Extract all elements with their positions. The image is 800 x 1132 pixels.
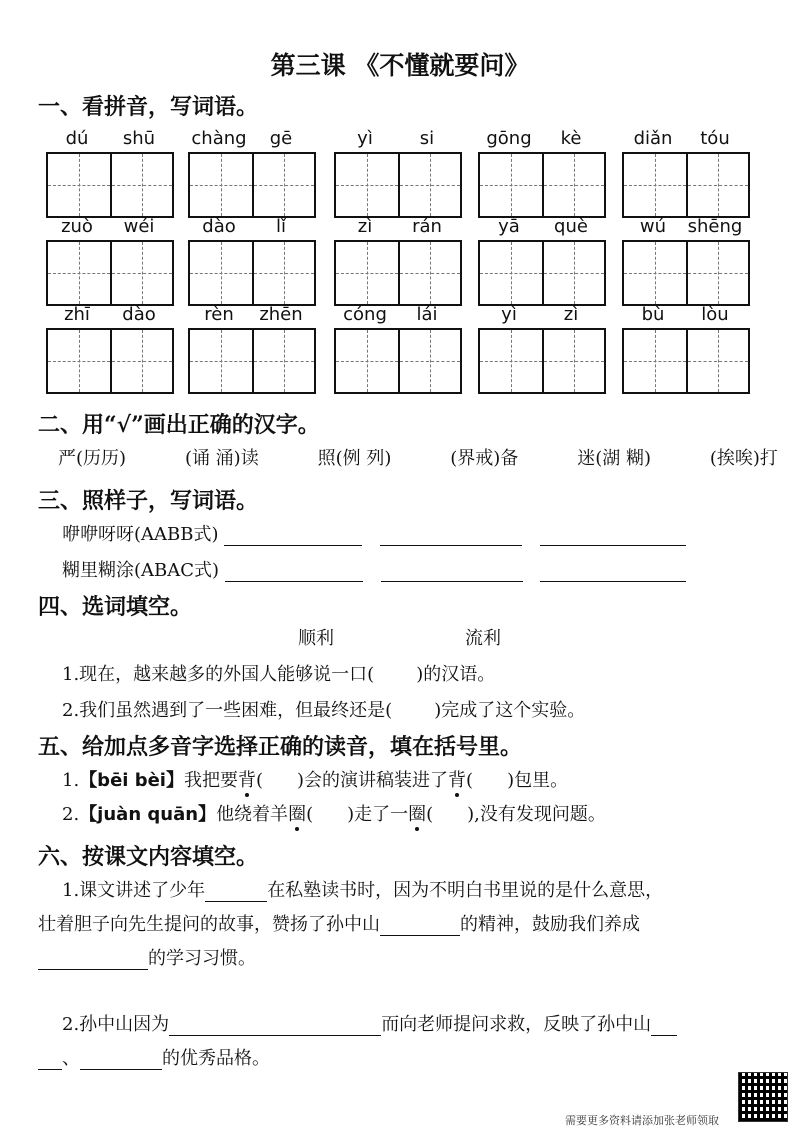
answer-blank[interactable]	[80, 1049, 162, 1070]
pinyin-label: shēng	[687, 216, 743, 237]
tianzige-cell[interactable]	[624, 154, 686, 216]
dotted-char: 圈	[408, 804, 427, 825]
writing-box[interactable]	[478, 328, 606, 394]
tianzige-cell[interactable]	[398, 154, 460, 216]
polyphone-question-1: 1.【bēi bèi】我把要背( )会的演讲稿装进了背( )包里。	[62, 770, 569, 791]
writing-box[interactable]	[46, 328, 174, 394]
answer-blank[interactable]	[169, 1015, 381, 1036]
pinyin-label: lái	[416, 304, 438, 325]
pinyin-label: dú	[65, 128, 89, 149]
writing-box[interactable]	[478, 152, 606, 218]
tianzige-cell[interactable]	[190, 242, 252, 304]
pinyin-label: lòu	[701, 304, 729, 325]
qr-code-icon	[738, 1072, 788, 1122]
pinyin-label: gē	[269, 128, 293, 149]
tianzige-cell[interactable]	[110, 154, 172, 216]
answer-blank[interactable]	[540, 561, 686, 582]
tianzige-cell[interactable]	[252, 242, 314, 304]
tianzige-cell[interactable]	[542, 154, 604, 216]
pinyin-label: si	[419, 128, 435, 149]
choice-item[interactable]: (诵 涌)读	[184, 448, 259, 469]
tianzige-cell[interactable]	[48, 242, 110, 304]
choice-item[interactable]: (挨唉)打	[709, 448, 778, 469]
answer-blank[interactable]	[225, 561, 363, 582]
section-2-heading: 二、用“√”画出正确的汉字。	[38, 412, 320, 438]
tianzige-cell[interactable]	[336, 330, 398, 392]
choice-item[interactable]: (界戒)备	[450, 448, 519, 469]
writing-box[interactable]	[334, 152, 462, 218]
pinyin-label: dào	[202, 216, 236, 237]
pinyin-label: zhēn	[259, 304, 303, 325]
pinyin-label: rán	[412, 216, 442, 237]
writing-box[interactable]	[622, 240, 750, 306]
section-6-heading: 六、按课文内容填空。	[38, 844, 259, 870]
section-4-heading: 四、选词填空。	[38, 594, 193, 620]
writing-box[interactable]	[622, 328, 750, 394]
pinyin-label: dào	[122, 304, 156, 325]
pinyin-label: zì	[357, 216, 373, 237]
text-line: 、 的优秀品格。	[38, 1044, 270, 1070]
pinyin-label: kè	[560, 128, 582, 149]
example-row-1	[62, 520, 686, 546]
tianzige-cell[interactable]	[48, 330, 110, 392]
tianzige-cell[interactable]	[190, 154, 252, 216]
example-label: 糊里糊涂(ABAC式)	[62, 560, 220, 581]
writing-box[interactable]	[622, 152, 750, 218]
fill-question-1: 1.现在，越来越多的外国人能够说一口( )的汉语。	[62, 664, 496, 685]
tianzige-cell[interactable]	[336, 154, 398, 216]
pinyin-label: gōng	[486, 128, 532, 149]
page-title: 第三课 《不懂就要问》	[270, 51, 530, 80]
footer-note: 需要更多资料请添加张老师领取	[565, 1114, 719, 1127]
answer-blank[interactable]	[380, 915, 460, 936]
text-line: 壮着胆子向先生提问的故事，赞扬了孙中山 的精神，鼓励我们养成	[38, 914, 640, 935]
pinyin-label: lǐ	[275, 216, 286, 237]
word-option-1: 顺利	[298, 628, 334, 649]
choice-item[interactable]: 照(例 列)	[317, 448, 392, 469]
dotted-char: 圈	[288, 804, 307, 825]
section-1-heading: 一、看拼音，写词语。	[38, 94, 259, 120]
tianzige-cell[interactable]	[252, 154, 314, 216]
pinyin-label: zuò	[61, 216, 93, 237]
section-5-heading: 五、给加点多音字选择正确的读音，填在括号里。	[38, 734, 523, 760]
writing-box[interactable]	[46, 240, 174, 306]
tianzige-cell[interactable]	[686, 242, 748, 304]
dotted-char: 背	[448, 770, 467, 791]
word-option-2: 流利	[465, 628, 501, 649]
pinyin-label: què	[554, 216, 588, 237]
text-line: 1.课文讲述了少年 在私塾读书时，因为不明白书里说的是什么意思，	[62, 880, 664, 901]
writing-box[interactable]	[188, 328, 316, 394]
tianzige-cell[interactable]	[480, 330, 542, 392]
example-row-2	[62, 556, 686, 582]
tianzige-cell[interactable]	[398, 242, 460, 304]
tianzige-cell[interactable]	[542, 242, 604, 304]
answer-blank[interactable]	[540, 525, 686, 546]
example-label: 咿咿呀呀(AABB式)	[62, 524, 219, 545]
tianzige-cell[interactable]	[110, 242, 172, 304]
pinyin-options: 【juàn quān】	[79, 804, 217, 825]
pinyin-label: zì	[563, 304, 579, 325]
pinyin-label: cóng	[343, 304, 387, 325]
pinyin-label: yā	[498, 216, 520, 237]
tianzige-cell[interactable]	[542, 330, 604, 392]
pinyin-label: yì	[357, 128, 373, 149]
answer-blank[interactable]	[38, 1049, 62, 1070]
choice-item[interactable]: 迷(湖 糊)	[577, 448, 651, 469]
tianzige-cell[interactable]	[252, 330, 314, 392]
tianzige-cell[interactable]	[624, 330, 686, 392]
answer-blank[interactable]	[651, 1015, 677, 1036]
pinyin-label: wéi	[123, 216, 155, 237]
tianzige-cell[interactable]	[480, 242, 542, 304]
pinyin-label: diǎn	[633, 128, 673, 149]
fill-question-2: 2.我们虽然遇到了一些困难，但最终还是( )完成了这个实验。	[62, 700, 586, 721]
dotted-char: 背	[237, 770, 256, 791]
answer-blank[interactable]	[224, 525, 362, 546]
text-line: 2.孙中山因为 而向老师提问求救，反映了孙中山	[62, 1010, 677, 1036]
tianzige-cell[interactable]	[686, 330, 748, 392]
polyphone-question-2: 2.【juàn quān】他绕着羊圈( )走了一圈( ),没有发现问题。	[62, 804, 606, 825]
answer-blank[interactable]	[205, 881, 267, 902]
pinyin-label: bù	[641, 304, 665, 325]
writing-box[interactable]	[334, 328, 462, 394]
pinyin-label: chàng	[191, 128, 247, 149]
tianzige-cell[interactable]	[398, 330, 460, 392]
text-line: 的学习习惯。	[38, 944, 256, 970]
answer-blank[interactable]	[380, 525, 522, 546]
pinyin-label: yì	[501, 304, 517, 325]
writing-box[interactable]	[188, 152, 316, 218]
tianzige-cell[interactable]	[190, 330, 252, 392]
tianzige-cell[interactable]	[480, 154, 542, 216]
writing-box[interactable]	[188, 240, 316, 306]
tianzige-cell[interactable]	[686, 154, 748, 216]
writing-box[interactable]	[46, 152, 174, 218]
choice-item[interactable]: 严(历历)	[58, 448, 127, 469]
pinyin-label: tóu	[700, 128, 730, 149]
writing-box[interactable]	[478, 240, 606, 306]
pinyin-label: shū	[122, 128, 156, 149]
pinyin-label: rèn	[204, 304, 234, 325]
pinyin-label: wú	[639, 216, 667, 237]
writing-box[interactable]	[334, 240, 462, 306]
pinyin-options: 【bēi bèi】	[79, 770, 184, 791]
tianzige-cell[interactable]	[48, 154, 110, 216]
answer-blank[interactable]	[38, 949, 148, 970]
answer-blank[interactable]	[381, 561, 523, 582]
tianzige-cell[interactable]	[624, 242, 686, 304]
tianzige-cell[interactable]	[110, 330, 172, 392]
choice-row	[58, 444, 778, 470]
section-3-heading: 三、照样子，写词语。	[38, 488, 259, 514]
pinyin-label: zhī	[64, 304, 90, 325]
tianzige-cell[interactable]	[336, 242, 398, 304]
